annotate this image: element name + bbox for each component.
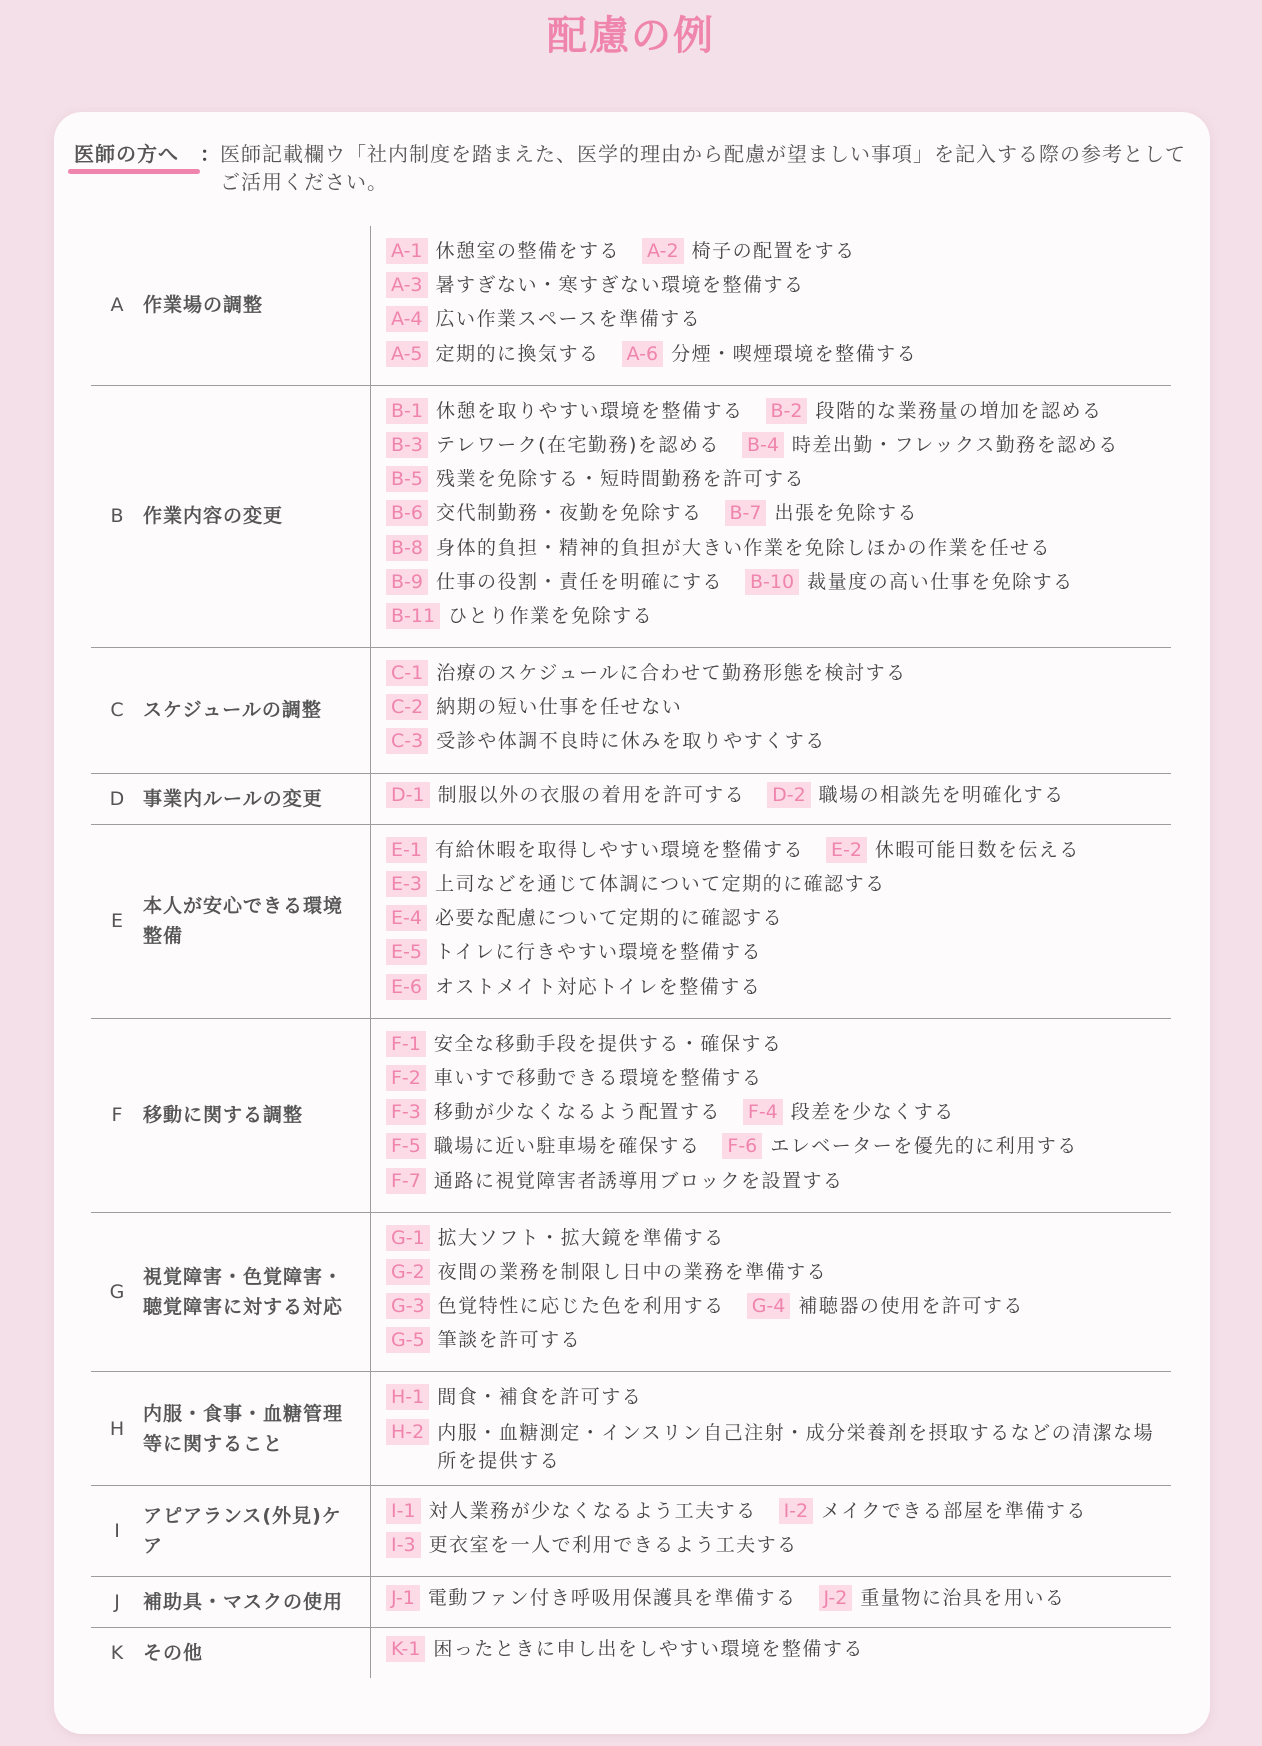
list-item [386, 341, 600, 367]
category-cell [91, 386, 371, 647]
item-text: メイクできる部屋を準備する [821, 1499, 1087, 1522]
item-line [386, 660, 1171, 694]
item-text: 交代制勤務・夜勤を免除する [435, 502, 703, 525]
item-code-badge: J-2 [819, 1585, 853, 1611]
item-text: 身体的負担・精神的負担が大きい作業を免除しほかの作業を任せる [435, 536, 1051, 559]
item-code-badge: G-3 [386, 1293, 430, 1319]
category-letter: F [111, 1104, 123, 1127]
item-code-badge: H-2 [386, 1419, 429, 1445]
list-item [766, 398, 1103, 424]
category-letter: K [110, 1642, 124, 1665]
item-text: 広い作業スペースを準備する [435, 308, 702, 331]
item-code-badge: B-5 [386, 466, 428, 492]
category-cell [91, 1486, 371, 1576]
item-text: 拡大ソフト・拡大鏡を準備する [437, 1226, 725, 1249]
item-code-badge: F-3 [386, 1099, 426, 1125]
item-code-badge: D-1 [386, 782, 430, 808]
item-line [386, 398, 1171, 432]
note-label: 医師の方へ [74, 142, 179, 166]
item-text: 段差を少なくする [790, 1101, 955, 1124]
category-letter: J [114, 1591, 120, 1614]
item-code-badge: K-1 [386, 1636, 425, 1662]
list-item [386, 1498, 757, 1524]
list-item [819, 1585, 1066, 1611]
category-cell [91, 1213, 371, 1372]
item-text: 安全な移動手段を提供する・確保する [433, 1032, 783, 1055]
items-cell [371, 226, 1171, 385]
list-item [386, 1168, 844, 1194]
category-name: その他 [143, 1642, 204, 1665]
category-cell [91, 1019, 371, 1212]
category-name: 作業場の調整 [143, 294, 264, 317]
item-text: 休暇可能日数を伝える [874, 838, 1080, 861]
list-item [386, 1065, 762, 1091]
list-item [386, 1031, 782, 1057]
category-letter: C [110, 699, 124, 722]
list-item [742, 432, 1119, 458]
list-item [767, 782, 1065, 808]
item-text: 色覚特性に応じた色を利用する [437, 1295, 725, 1318]
item-line [386, 694, 1171, 728]
category-row [91, 648, 1171, 774]
item-text: ひとり作業を免除する [448, 604, 654, 627]
item-text: 間食・補食を許可する [437, 1386, 643, 1409]
list-item [747, 1293, 1024, 1319]
item-line [386, 1419, 1171, 1475]
item-code-badge: F-5 [386, 1133, 426, 1159]
category-row [91, 1019, 1171, 1213]
category-letter: D [109, 787, 125, 810]
list-item [386, 398, 744, 424]
item-line [386, 1031, 1171, 1065]
category-letter: A [110, 294, 124, 317]
items-cell [371, 1628, 1171, 1678]
item-code-badge: F-1 [386, 1031, 426, 1057]
list-item [386, 782, 745, 808]
item-code-badge: E-5 [386, 939, 427, 965]
list-item [386, 238, 620, 264]
category-row [91, 386, 1171, 648]
item-code-badge: E-6 [386, 974, 427, 1000]
items-cell [371, 1577, 1171, 1627]
item-code-badge: F-4 [743, 1099, 783, 1125]
item-text: トイレに行きやすい環境を整備する [434, 941, 763, 964]
item-text: 納期の短い仕事を任せない [436, 696, 683, 719]
category-letter: B [110, 505, 124, 528]
item-text: 電動ファン付き呼吸用保護具を準備する [427, 1587, 797, 1609]
item-code-badge: E-4 [386, 905, 427, 931]
item-code-badge: E-2 [826, 837, 867, 863]
item-code-badge: B-3 [386, 432, 428, 458]
items-cell [371, 1019, 1171, 1212]
list-item [743, 1099, 955, 1125]
item-code-badge: A-5 [386, 341, 428, 367]
list-item [386, 1585, 797, 1611]
item-line [386, 569, 1171, 603]
category-name: 移動に関する調整 [143, 1104, 304, 1127]
item-text: 職場に近い駐車場を確保する [433, 1135, 701, 1158]
item-text: 椅子の配置をする [691, 240, 856, 262]
item-code-badge: G-2 [386, 1259, 430, 1285]
content-card [54, 112, 1210, 1734]
item-text: 定期的に換気する [435, 342, 600, 365]
item-line [386, 341, 1171, 375]
category-name: 事業内ルールの変更 [143, 787, 323, 810]
list-item [826, 837, 1080, 863]
list-item [386, 939, 762, 965]
list-item [386, 871, 886, 897]
item-code-badge: C-2 [386, 694, 428, 720]
list-item [386, 1133, 700, 1159]
category-letter: H [109, 1417, 125, 1440]
list-item [386, 1099, 721, 1125]
item-line [386, 1327, 1171, 1361]
item-text: 必要な配慮について定期的に確認する [434, 907, 784, 930]
list-item [386, 1225, 725, 1251]
list-item [386, 603, 653, 629]
note-colon: ： [200, 142, 221, 166]
category-row [91, 774, 1171, 825]
item-text: 分煙・喫煙環境を整備する [671, 342, 918, 365]
list-item [386, 500, 703, 526]
item-text: 通路に視覚障害者誘導用ブロックを設置する [433, 1169, 844, 1192]
list-item [386, 1384, 642, 1410]
item-code-badge: F-2 [386, 1065, 426, 1091]
item-line [386, 1498, 1171, 1532]
items-cell [371, 386, 1171, 647]
list-item [386, 728, 826, 754]
item-text: 対人業務が少なくなるよう工夫する [428, 1499, 757, 1522]
item-code-badge: F-7 [386, 1168, 426, 1194]
item-text: 制服以外の衣服の着用を許可する [437, 783, 746, 806]
item-line [386, 728, 1171, 762]
list-item [779, 1498, 1087, 1524]
item-text: 治療のスケジュールに合わせて勤務形態を検討する [436, 662, 907, 685]
items-cell [371, 825, 1171, 1018]
list-item [725, 500, 919, 526]
category-cell [91, 1577, 371, 1627]
item-code-badge: B-6 [386, 500, 428, 526]
item-code-badge: I-1 [386, 1498, 421, 1524]
list-item [622, 341, 918, 367]
category-cell [91, 1628, 371, 1678]
item-text: 重量物に治具を用いる [860, 1587, 1066, 1609]
item-line [386, 1099, 1171, 1133]
item-text: 受診や体調不良時に休みを取りやすくする [436, 730, 826, 753]
item-code-badge: D-2 [767, 782, 811, 808]
item-code-badge: A-6 [622, 341, 664, 367]
item-code-badge: C-1 [386, 660, 428, 686]
item-line [386, 1384, 1171, 1418]
item-text: 出張を免除する [774, 502, 918, 525]
list-item [386, 1636, 864, 1662]
item-text: 筆談を許可する [437, 1329, 582, 1352]
item-text: 仕事の役割・責任を明確にする [435, 570, 723, 593]
item-text: 時差出勤・フレックス勤務を認める [791, 433, 1119, 456]
item-line [386, 837, 1171, 871]
item-line [386, 272, 1171, 306]
item-code-badge: A-2 [642, 238, 684, 264]
category-cell [91, 226, 371, 385]
category-row [91, 1577, 1171, 1628]
item-line [386, 1065, 1171, 1099]
item-text: 職場の相談先を明確化する [818, 783, 1065, 806]
item-text: オストメイト対応トイレを整備する [434, 975, 762, 998]
item-line [386, 306, 1171, 340]
item-text: 困ったときに申し出をしやすい環境を整備する [433, 1638, 864, 1661]
list-item [745, 569, 1074, 595]
item-line [386, 1133, 1171, 1167]
item-code-badge: F-6 [722, 1133, 762, 1159]
item-text: 車いすで移動できる環境を整備する [433, 1066, 763, 1089]
item-line [386, 535, 1171, 569]
list-item [386, 535, 1051, 561]
item-text: テレワーク(在宅勤務)を認める [435, 433, 720, 456]
list-item [386, 837, 804, 863]
list-item [386, 905, 783, 931]
item-text: 有給休暇を取得しやすい環境を整備する [434, 838, 804, 861]
category-row [91, 825, 1171, 1019]
list-item [386, 1532, 798, 1558]
category-row [91, 226, 1171, 386]
item-text: 補聴器の使用を許可する [798, 1295, 1024, 1318]
category-name: 補助具・マスクの使用 [143, 1591, 344, 1614]
list-item [386, 569, 723, 595]
item-line [386, 871, 1171, 905]
item-text: エレベーターを優先的に利用する [770, 1135, 1078, 1158]
item-code-badge: A-4 [386, 306, 428, 332]
items-cell [371, 1372, 1171, 1484]
items-cell [371, 774, 1171, 824]
item-text: 残業を免除する・短時間勤務を許可する [435, 468, 805, 491]
item-code-badge: B-9 [386, 569, 428, 595]
item-code-badge: B-11 [386, 603, 440, 629]
category-letter: I [114, 1519, 120, 1542]
item-line [386, 974, 1171, 1008]
item-code-badge: G-5 [386, 1327, 430, 1353]
item-line [386, 905, 1171, 939]
list-item [386, 974, 761, 1000]
item-line [386, 603, 1171, 637]
items-cell [371, 1213, 1171, 1372]
list-item [386, 1419, 1171, 1475]
list-item [386, 694, 682, 720]
list-item [386, 660, 907, 686]
category-letter: E [110, 910, 123, 933]
item-code-badge: G-4 [747, 1293, 791, 1319]
item-line [386, 1225, 1171, 1259]
list-item [386, 306, 701, 332]
item-code-badge: A-1 [386, 238, 428, 264]
item-text: 休憩室の整備をする [435, 240, 621, 262]
item-line [386, 238, 1171, 272]
category-name: アピアランス(外見)ケア [143, 1504, 342, 1557]
item-text: 内服・血糖測定・インスリン自己注射・成分栄養剤を摂取するなどの清潔な場所を提供する [437, 1421, 1155, 1472]
item-code-badge: E-1 [386, 837, 427, 863]
item-code-badge: I-2 [779, 1498, 814, 1524]
category-row [91, 1372, 1171, 1485]
item-text: 上司などを通じて体調について定期的に確認する [434, 873, 886, 895]
item-code-badge: B-1 [386, 398, 428, 424]
list-item [386, 1327, 581, 1353]
list-item [386, 466, 805, 492]
category-row [91, 1486, 1171, 1577]
item-text: 裁量度の高い仕事を免除する [807, 570, 1074, 593]
item-code-badge: B-7 [725, 500, 767, 526]
list-item [642, 238, 856, 264]
item-text: 段階的な業務量の増加を認める [815, 399, 1103, 422]
items-cell [371, 1486, 1171, 1576]
item-code-badge: E-3 [386, 871, 427, 897]
item-text: 更衣室を一人で利用できるよう工夫する [428, 1533, 798, 1556]
note-text: 医師記載欄ウ「社内制度を踏まえた、医学的理由から配慮が望ましい事項」を記入する際の参考としてご活用ください。 [220, 142, 1186, 194]
list-item [386, 432, 720, 458]
item-code-badge: H-1 [386, 1384, 429, 1410]
item-line [386, 782, 1171, 816]
item-text: 休憩を取りやすい環境を整備する [435, 399, 744, 422]
item-line [386, 432, 1171, 466]
item-line [386, 1636, 1171, 1670]
category-name: 作業内容の変更 [143, 505, 284, 528]
list-item [386, 1259, 827, 1285]
note-label-underline [68, 169, 200, 174]
category-cell [91, 774, 371, 824]
category-cell [91, 648, 371, 773]
item-code-badge: J-1 [386, 1585, 420, 1611]
page-title: 配慮の例 [547, 13, 715, 59]
list-item [722, 1133, 1077, 1159]
category-cell [91, 1372, 371, 1484]
item-line [386, 1259, 1171, 1293]
item-line [386, 466, 1171, 500]
category-name: 内服・食事・血糖管理等に関すること [143, 1402, 344, 1455]
item-line [386, 939, 1171, 973]
items-cell [371, 648, 1171, 773]
list-item [386, 1293, 725, 1319]
item-code-badge: B-4 [742, 432, 784, 458]
item-text: 夜間の業務を制限し日中の業務を準備する [437, 1260, 828, 1283]
item-code-badge: C-3 [386, 728, 428, 754]
item-code-badge: G-1 [386, 1225, 430, 1251]
item-line [386, 1585, 1171, 1619]
item-code-badge: B-10 [745, 569, 799, 595]
item-code-badge: A-3 [386, 272, 428, 298]
list-item [386, 272, 805, 298]
category-name: 本人が安心できる環境整備 [143, 895, 344, 948]
item-line [386, 500, 1171, 534]
item-line [386, 1168, 1171, 1202]
category-row [91, 1213, 1171, 1373]
accommodation-table [91, 226, 1171, 1678]
item-text: 暑すぎない・寒すぎない環境を整備する [435, 274, 805, 297]
item-code-badge: B-8 [386, 535, 428, 561]
item-line [386, 1532, 1171, 1566]
category-letter: G [109, 1281, 125, 1304]
category-name: 視覚障害・色覚障害・聴覚障害に対する対応 [143, 1266, 344, 1319]
category-cell [91, 825, 371, 1018]
item-code-badge: I-3 [386, 1532, 421, 1558]
category-row [91, 1628, 1171, 1678]
item-text: 移動が少なくなるよう配置する [433, 1101, 721, 1124]
item-code-badge: B-2 [766, 398, 808, 424]
item-line [386, 1293, 1171, 1327]
category-name: スケジュールの調整 [143, 699, 322, 722]
